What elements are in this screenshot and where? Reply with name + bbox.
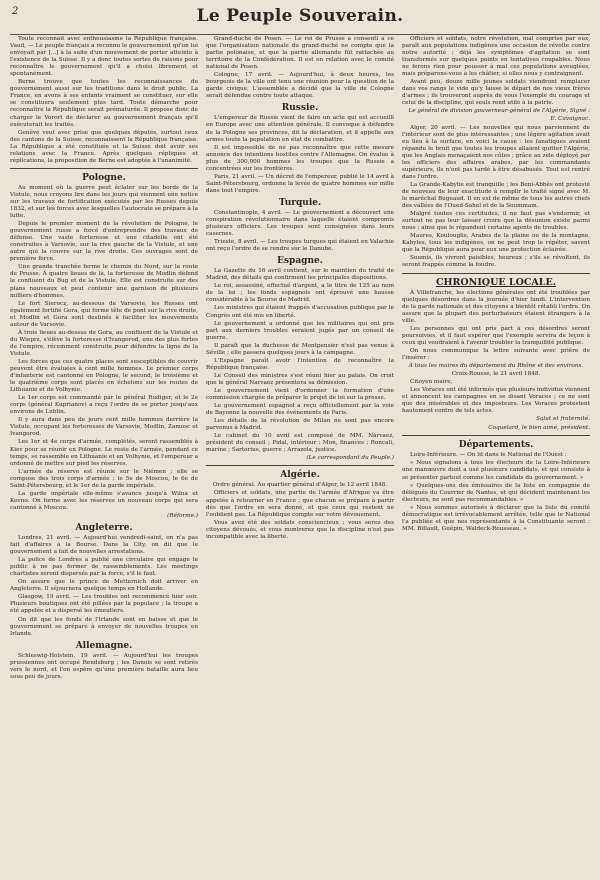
paragraph: Il est impossible de ne pas reconnaître que cette mesure annonce des intentions hostiles contre l'Allemagne. On évalue à plus de 300,000 hommes les troupes que la Russie a concentrées sur les frontières. <box>206 144 394 172</box>
paragraph: Les 1er et 4e corps d'armée, complétés, seront rassemblés à Kiev pour se réunir en Pologne. Le reste de l'armée, pendant ce temps, se rassemble en Lithuanie et en Volhynie, et l'empereur a ordonné de mettre sur pied les réserves. <box>10 439 198 467</box>
paragraph: Trieste, 8 avril. — Les troupes turques qui étaient en Valachie ont reçu l'ordre de se rendre sur le Danube. <box>206 239 394 253</box>
paragraph: Avant peu, douze mille jeunes soldats viendront remplacer dans vos rangs le vide qu'y laisse le départ de nos vieux frères d'armes ; ils trouveront auprès de vous l'exemple du courage et celui de la discipline, qui seuls rend utile à la patrie. <box>402 79 590 107</box>
paragraph: Officiers et soldats, notre révolution, mal comprise par eux, paraît aux populations indigènes une occasion de révolte contre notre autorité ; déjà les symptômes d'agitation se sont transformés sur quelques points en tentatives coupables. Nous ne ferons rien pour pousser à mal ces populations aveuglées, mais préparons-vous à les châtier, si elles nous y contraignent. <box>402 36 590 78</box>
divider <box>10 168 198 169</box>
paragraph: Le fort Sierocz, au-dessous de Varsovie, les Russes ont également fortifié Gora, qui forme tête de pont sur la rive droite, et Modlin et Gora sont destinés à faciliter les mouvements autour de Varsovie. <box>10 300 198 328</box>
paragraph: L'empereur de Russie vient de faire un acte qui est accueilli en Europe avec une attention générale. Il convoque à défendre de la Pologne ses provinces, dit la déclaration, et il appelle aux armes toute la population en état de combattre. <box>206 115 394 143</box>
paragraph: Le roi, assassiné, effectué d'argent, a le titre de 125 au nom de la loi ; les fonds espagnols ont éprouvé une hausse considérable à la Bourse de Madrid. <box>206 283 394 304</box>
paragraph: Malgré toutes ces certitudes, il ne faut pas s'endormir, et surtout ne pas leur laisser croire que la désunion existe parmi nous ; ainsi que le répandent certains agents de troubles. <box>402 211 590 232</box>
paragraph: Cologne, 17 avril. — Aujourd'hui, à deux heures, les bourgeois de la ville ont tenu une réunion pour la question de la garde civique. L'assemblée a décidé que la ville de Cologne serait défendue contre toute attaque. <box>206 72 394 100</box>
section-heading-turquie: Turquie. <box>278 197 322 208</box>
paragraph: La police de Londres a publié une circulaire qui engage le public à ne pas former de rassemblements. Les meetings chartistes seront dispersés par la force, s'il le faut. <box>10 557 198 578</box>
signature: Le général de division gouverneur-général de l'Algérie, Signé : E. Cavaignac. <box>408 108 590 122</box>
signature: Salut et fraternité. <box>536 416 590 423</box>
paragraph: Glasgow, 19 avril. — Les troubles ont recommencé hier soir. Plusieurs boutiques ont été pillées par la populace ; la troupe a été appelée et a dispersé les émeutiers. <box>10 594 198 615</box>
paragraph: À Villefranche, les élections générales ont été troublées par quelques désordres dans la journée d'hier lundi. L'intervention de la garde nationale et des citoyens a bientôt rétabli l'ordre. On assure que la plupart des perturbateurs étaient étrangers à la ville. <box>402 289 590 324</box>
paragraph: Loire-Inférieure. — On lit dans le National de l'Ouest : <box>410 452 567 459</box>
paragraph: La Gazette du 16 avril contient, sur le maintien du traité de Madrid, des détails qui confirment les principales dispositions. <box>206 268 394 282</box>
paragraph: La Grande-Kabylie est tranquille ; les Beni-Abbès ont protesté de nouveau de leur exactitude à remplir le traité signé avec M. le maréchal Bugeaud. Il en est de même de tous les autres chefs des vallées de l'Oued-Sahel et de la Soummam. <box>402 181 590 210</box>
paragraph: Le gouvernement vient d'ordonner la formation d'une commission chargée de préparer le projet de loi sur la presse. <box>206 387 394 402</box>
paragraph: Les Voraces ont été informés que plusieurs individus viennent et annoncent les campagnes en se disant Voraces ; ce ne sont que des misérables et des imposteurs. Les Voraces protestent hautement contre de tels actes. <box>402 387 590 415</box>
source-signature: (Le correspondant du Peuple.) <box>306 455 394 462</box>
paragraph: Soumis, ils vivront paisibles, heureux ; s'ils se révoltent, ils seront frappés comme la foudre. <box>402 255 590 269</box>
paragraph: Les forces que ces quatre places sont susceptibles de couvrir peuvent être évaluées à cent mille hommes. Le premier corps d'infanterie est cantonné en Pologne, le second, le troisième et le quatrième corps sont placés en échelons sur les routes de Lithuanie et de Volhynie. <box>10 358 198 394</box>
paragraph: Le cabinet du 10 avril est composé de MM. Narvaez, président du conseil ; Pidal, intérieur ; Mon, finances ; Roncali, marine ; Sartorius, guerre ; Arrazola, justice. <box>206 433 394 454</box>
paragraph: Le Conseil des ministres s'est réuni hier au palais. On croit que le général Narvaez présentera sa démission. <box>206 372 394 386</box>
paragraph: « Nous signalons à tous les électeurs de la Loire-Inférieure une manœuvre dont a usé plusieurs candidats, et qui consiste à se présenter partout comme les candidats du gouvernement. » <box>402 460 590 481</box>
letter-address: À tous les maires du département du Rhône et des environs. <box>408 362 584 369</box>
paragraph: Berne trouve que toutes les reconnaissances du gouvernement aussi sur les traditions dans le droit public. La France, en avons à ses enfants vraiment se constituer, sur elle se constituera seulement plus tard. Toute démarche pour reconnaître la République serait prématurée. Il propose donc de charger le Vorort de déclarer au gouvernement français qu'il exécuterait les traités. <box>10 79 198 128</box>
masthead <box>10 0 590 35</box>
section-heading-espagne: Espagne. <box>277 256 323 267</box>
paragraph: L'Espagne paraît avoir l'intention de reconnaître la République française. <box>206 357 394 371</box>
paragraph: Constantinople, 4 avril. — Le gouvernement a découvert une conspiration révolutionnaire dans laquelle étaient compromis plusieurs officiers. Les troupes sont consignées dans leurs casernes. <box>206 209 394 238</box>
column-3 <box>402 36 590 880</box>
section-heading-russie: Russie. <box>281 103 319 114</box>
paragraph: Schleswig-Holstein, 19 avril. — Aujourd'hui les troupes prussiennes ont occupé Rendsburg ; les Danois se sont retirés vers le nord, et l'on espère qu'une première bataille aura lieu sous peu de jours. <box>10 652 198 680</box>
paragraph: Le gouvernement espagnol a reçu officiellement par la voie de Bayonne la nouvelle des événements de Paris. <box>206 403 394 417</box>
paragraph: Paris, 21 avril. — Un décret de l'empereur, publié le 14 avril à Saint-Pétersbourg, ordonne la levée de quatre hommes sur mille dans tout l'empire. <box>206 173 394 194</box>
paragraph: Une grande tranchée ferme le chemin du Nord, sur la route de Prusse. À quatre lieues de là, la forteresse de Modlin défend le confluent du Bug et de la Vistule. Elle est construite sur des plans nouveaux et peut contenir une garnison de plusieurs milliers d'hommes. <box>10 264 198 299</box>
divider <box>402 273 590 274</box>
section-heading-algerie: Algérie. <box>280 470 320 481</box>
paragraph: Il paraît que la duchesse de Montpensier n'est pas venue à Séville ; elle passera quelques jours à la campagne. <box>206 342 394 356</box>
divider <box>206 465 394 466</box>
section-heading-departements: Départements. <box>458 440 534 451</box>
section-heading-allemagne: Allemagne. <box>75 640 133 651</box>
section-heading-chronique: CHRONIQUE LOCALE. <box>435 276 557 288</box>
paragraph: Les personnes qui ont pris part à ces désordres seront poursuivies, et il faut espérer que l'exemple servira de leçon à ceux qui voudraient à l'avenir troubler la tranquillité publique. <box>402 325 590 346</box>
paragraph: Le gouvernement a ordonné que les militaires qui ont pris part aux derniers troubles seraient jugés par un conseil de guerre. <box>206 320 394 341</box>
divider <box>402 435 590 436</box>
source-signature: (Réforme.) <box>167 512 198 519</box>
paragraph: « Nous sommes autorisés à déclarer que la liste du comité démocratique est irrévocablement arrêtée, telle que le National l'a publiée et que nos représentants à la Constituante seront : MM. Billault, Guépin, Waldeck-Rousseau. » <box>402 504 590 532</box>
signature: Coquelard, le bien aimé, président. <box>488 425 590 432</box>
column-2 <box>206 36 394 880</box>
paragraph: On assure que le prince de Metternich doit arriver en Angleterre. Il séjournera quelque temps en Hollande. <box>10 579 198 593</box>
paragraph: « Quelques-uns des émissaires de la liste en compagnie de délégués du Courrier de Nantes, et qui décident maintenant les électeurs, ne sont pas recommandables. » <box>402 482 590 503</box>
section-heading-angleterre: Angleterre. <box>75 523 133 533</box>
paragraph: À trois lieues au-dessus de Gora, au confluent de la Vistule et du Wieprz, s'élève la forteresse d'Ivangorod, une des plus fortes de l'empire, récemment construite pour défendre la ligne de la Vistule. <box>10 329 198 357</box>
paragraph: Londres, 21 avril. — Aujourd'hui vendredi-saint, on n'a pas fait d'affaires à la Bourse. Dans la City, on dit que le gouvernement a fait de nouvelles arrestations. <box>10 535 198 556</box>
paragraph: Il y aura dans peu de jours cent mille hommes derrière la Vistule, occupant les forteresses de Varsovie, Modlin, Zamosc et Ivangorod. <box>10 417 198 438</box>
paragraph: On nous communique la lettre suivante avec prière de l'insérer : <box>402 347 590 361</box>
newspaper-title: Le Peuple Souverain. <box>196 6 404 26</box>
paragraph: La garde impériale elle-même s'avance jusqu'à Wilna et Kovno. On forme avec les réserves un nouveau corps qui sera cantonné à Moscou. <box>10 490 198 511</box>
letter-salutation: Citoyen maire, <box>410 379 453 386</box>
paragraph: Genève veut avec prise que quelques députés, surtout ceux des cantons de la Suisse, reconnaissent la République française. La République a été constituée et la Suisse doit avoir ses relations avec la France. Après quelques répliques et réplications, la proposition de Berne est adoptée à l'unanimité. <box>10 129 198 164</box>
page-number: 2 <box>12 6 19 17</box>
paragraph: Alger, 20 avril. — Les nouvelles qui nous parviennent de l'intérieur sont de plus intéressantes ; une légère agitation avait eu lieu à la surface, en voici la cause : les fanatiques avaient répandu le bruit que toutes les troupes allaient quitter l'Algérie, que les Anglais menaçaient nos côtes ; grâce au zèle déployé par les officiers des affaires arabes, par les commandants supérieurs, ils n'ont pas tardé à être désabusés. Tout est rentré dans l'ordre. <box>402 124 590 180</box>
paragraph: Les détails de la révolution de Milan ne sont pas encore parvenus à Madrid. <box>206 418 394 432</box>
section-heading-pologne: Pologne. <box>82 172 126 183</box>
paragraph: Au moment où la guerre peut éclater sur les bords de la Vistule, nous croyons lire dans les jours qui viennent une notice sur les travaux de fortification exécutés par les Russes depuis 1832, et sur les forces avec lesquelles l'autocrate se prépare à la lutte. <box>10 184 198 220</box>
paragraph: Les ministres qui étaient frappés d'accusation publique par le Congrès ont été mis en liberté. <box>206 305 394 319</box>
paragraph: On dit que les fonds de l'Irlande sont en baisse et que le gouvernement se prépare à envoyer de nouvelles troupes en Irlande. <box>10 616 198 637</box>
column-1 <box>10 36 198 880</box>
paragraph: Maures, Koulouglis, Arabes de la plaine ou de la montagne, Kabyles, tous les indigènes, on ne peut trop le répéter, savent que la République aura pour eux une protection éclairée. <box>402 233 590 254</box>
paragraph: L'armée de réserve est réunie sur le Niémen ; elle se compose des trois corps d'armée ; le 5e de Moscou, le 6e de Saint-Pétersbourg, et le 1er de la garde impériale. <box>10 468 198 489</box>
paragraph: Ordre général. Au quartier général d'Alger, le 12 avril 1848. <box>212 482 388 489</box>
paragraph: Officiers et soldats, une partie de l'armée d'Afrique va être appelée à retourner en France ; que chacun se prépare à partir dès que l'ordre en sera donné, et que ceux qui restent ne l'oublient pas. La République compte sur votre dévouement. <box>206 490 394 518</box>
paragraph: Toute reconnaît avec enthousiasme la République française. Vaud, — Le peuple français a reconnu le gouvernement qu'on lui envoyait par [...] à la suite d'un mouvement de porter atteinte à l'existence de la Suisse. Il y a donc toutes sortes de raisons pour reconnaître le gouvernement qu'il a choisi librement et spontanément. <box>10 36 198 78</box>
letter-date: Croix-Rousse, le 21 avril 1848. <box>451 371 541 378</box>
article-columns <box>10 36 590 880</box>
paragraph: Depuis le premier moment de la révolution de Pologne, le gouvernement russe a forcé d'entreprendre des travaux de défense. Une vaste forteresse et une citadelle ont été construites à Varsovie, sur la rive gauche de la Vistule, et une autre qui la couvre sur la rive droite. Ces ouvrages sont de première force. <box>10 221 198 263</box>
paragraph: Vous avez été des soldats consciencieux ; vous serez des citoyens dévoués, et vous montrerez que la discipline n'est pas incompatible avec la liberté. <box>206 519 394 540</box>
paragraph: Le 1er corps est commandé par le général Rudiger, et le 2e corps (général Kuprianov) a reçu l'ordre de se porter jusqu'aux environs de Lublin. <box>10 395 198 416</box>
paragraph: Grand-duché de Posen. — Le roi de Prusse a consenti à ce que l'organisation nationale du grand-duché ne compte que la partie polonaise, et que la partie allemande fût rattachée au territoire de la Confédération. Il est en relation avec le comité national de Posen. <box>206 36 394 71</box>
